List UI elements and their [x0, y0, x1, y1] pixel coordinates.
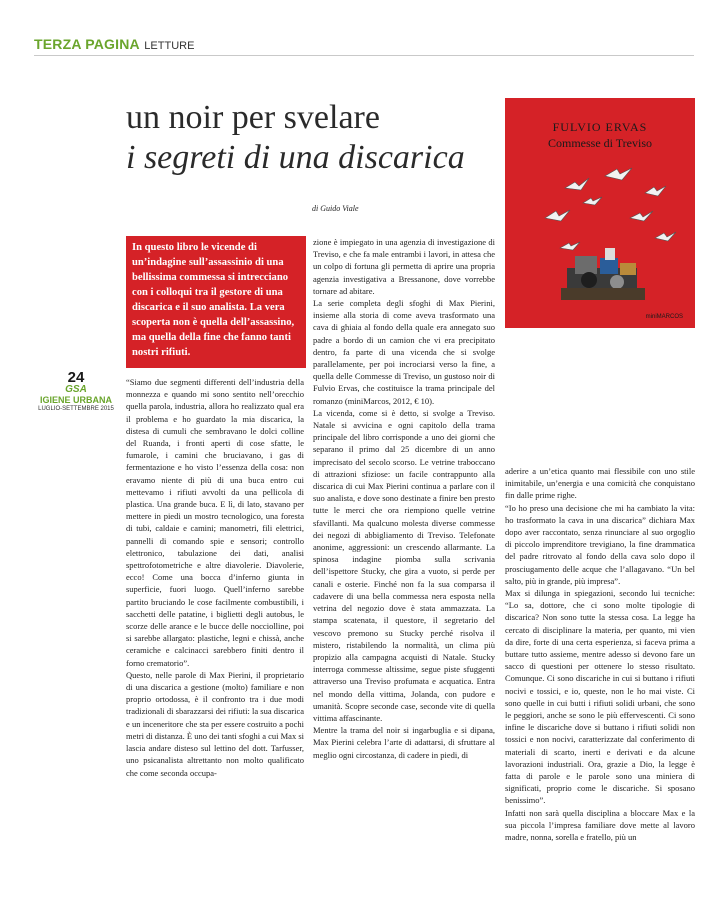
book-cover [505, 98, 695, 328]
column-2 [313, 236, 495, 761]
section-name: TERZA PAGINA [34, 36, 140, 52]
paragraph: Questo, nelle parole di Max Pierini, il proprietario di una discarica a gestione (molto) familiare e non proprio ortodossa, è il confronto tra i due modi tradizionali di sbarazzarsi dei rifiuti: la sua discarica e un inceneritore che sta per essere costruito a pochi metri di distanza. È uno dei tanti sfoghi a cui Max si lascia andare disteso sul lettino del dott. Tarfusser, uno psicanalista altrettanto non molto qualificato che come seconda occupa- [126, 669, 304, 778]
paragraph: “Io ho preso una decisione che mi ha cambiato la vita: ho trasformato la cava in una discarica” dichiara Max dopo aver raccontato, senza rinunciare al suo orgoglio di piccolo imprenditore trevigiano, la fine drammatica del padre ritrovato al fondo della cava solo dopo il prosciugamento delle acque che l’allagavano. “Un bel salto, più in grande, più impresa”. [505, 502, 695, 586]
page-folio [33, 370, 119, 414]
paragraph: zione è impiegato in una agenzia di investigazione di Treviso, e che fa male entrambi i lavori, in attesa che un colpo di fortuna gli permetta di aprire una propria agenzia investigativa a Bressanone, dove vorrebbe tornare ad abitare. [313, 237, 495, 296]
lead-box: In questo libro le vicende di un’indagine sull’assassinio di una bellissima commessa si intrecciano con i colloqui tra il gestore di una discarica e il suo analista. La vera scoperta non è quella dell’assassino, ma quella della fine che fanno tanti nostri rifiuti. [126, 236, 306, 368]
subsection-name: LETTURE [144, 40, 195, 52]
paragraph: aderire a un’etica quanto mai flessibile con uno stile inimitabile, un’energia e una comicità che conquistano fin dalle prime righe. [505, 466, 695, 501]
column-1 [126, 376, 304, 779]
page-number: 24 [67, 369, 85, 386]
header-rule [34, 55, 694, 56]
paragraph: Infatti non sarà quella disciplina a bloccare Max e la sua piccola l’impresa familiare dove mette al lavoro madre, nonna, sorella e fratello, più un [505, 807, 695, 843]
column-3 [505, 465, 695, 843]
article-title [126, 98, 465, 178]
issue-date: LUGLIO-SETTEMBRE 2015 [38, 406, 114, 412]
brand-logo: GSA [65, 384, 87, 395]
paragraph: “Siamo due segmenti differenti dell’industria della monnezza e quando mi sono sentito nell’orecchio quella parola, industria, allora ho realizzato qual era il problema e ho guardato la mia discarica, la distesa di cumuli che sembravano le dolci colline del Ruanda, i fronti aperti di cose sfatte, le fumarole, i camini che bruciavano, i gas di fermentazione e ho visto l’essenza della cosa: non eravamo niente di più di una buca entro cui mettevamo i rifiuti avvolti da una pellicola di plastica. Una grande buca. E lì, di lato, stavano per mettere in piedi un mostro tecnologico, una foresta di tubi, caldaie e camini; manometri, fili elettrici, pannelli di comando spie e sensori; controllo elettronico, tabulazione dei dati, analisi spettrofotometriche e altre diavolerie. Diavolerie, ecco! Come una bocca d’inferno giunta in superficie, fuori luogo. Quell’inferno sarebbe partito bruciando le cose facilmente combustibili, i sacchetti delle patatine, i biglietti degli autobus, le scorze delle arance e le bucce delle nocciolline, poi si sarebbe allargato: plastiche, legni e chissà, anche ceramiche e calcinacci sarebbero finiti dentro il forno crematorio”. [126, 377, 304, 668]
cover-title: Commesse di Treviso [547, 136, 652, 150]
paragraph: Max si dilunga in spiegazioni, secondo lui tecniche: “Lo sa, dottore, che ci sono molte tipologie di discarica? Non sono tutte la stessa cosa. La legge ha cercato di disciplinare la materia, per quanto, mi vien da dire, forte di una certa esperienza, si faceva prima a buttare tutto assieme, mentre adesso si devono fare un sacco di questioni per ottenere lo stesso risultato. Comunque. Ci sono discariche in cui si buttano i rifiuti nocivi e tossici, e io, queste, non le ho mai viste. Ci sono quelle in cui butti i rifiuti solidi urbani, che sono le peggiori, anche se sono le più effervescenti. Ci sono infine le discariche dove si buttano i rifiuti solidi non tossici e non nocivi, caratterizzate dal conferimento di materiali di scarto, inerti e derivati e da alcune lavorazioni industriali. Ora, grazie a Dio, la legge è fatta di parole e le parole sono una miniera di significati, proprio come le discariche. Si sposano benissimo”. [505, 588, 695, 806]
magazine-name: IGIENE URBANA [39, 395, 112, 405]
paragraph: Mentre la trama del noir si ingarbuglia e si dipana, Max Pierini celebra l’arte di adattarsi, di sfruttare al meglio ogni circostanza, di cadere in piedi, di [313, 725, 495, 760]
title-line-1: un noir per svelare [126, 99, 380, 136]
paragraph: La vicenda, come si è detto, si svolge a Treviso. Natale si avvicina e ogni capitolo della trama principale del libro corrisponde a uno dei giorni che separano il primo dal 25 dicembre di un anno imprecisato del secolo scorso. Le vetrine traboccano di attrazioni sfiziose: un facile contrappunto alla discarica di cui Max Pierini continua a parlare con il suo analista, e dove sono destinate a finire ben presto tutte le merci che ora riempiono quelle vetrine sfavillanti. Ma qualcuno molesta diverse commesse dei negozi di abbigliamento di Treviso. Telefonate anonime, aggressioni: un crescendo allarmante. La spinosa indagine piomba sulla scrivania dell’ispettore Stucky, che gira a vuoto, si perde per canali e osterie. Finché non fa la sua comparsa il cadavere di una bella commessa nera esposta nella vetrina del negozio dove è stata ammazzata. La stampa scatenata, il questore, il segretario del vescovo premono su Stucky perché risolva il mistero, ristabilendo la normalità, un clima più propizio alla campagna acquisti di Natale. Stucky interroga commesse altissime, segue piste sfuggenti attraverso una Treviso profumata e acquatica. Entra nel mondo della vittima, Jolanda, con pudore e umanità. Scopre seconde case, seconde vite di quella vittima affascinante. [313, 407, 495, 723]
section-header [34, 36, 194, 54]
paragraph: La serie completa degli sfoghi di Max Pierini, insieme alla storia di come aveva trasformato una cava di ghiaia al fondo della quale era annegato suo padre a bordo di un camion che vi era precipitato dentro, fa parte di una vicenda che si svolge parallelamente, per poi incrociarsi verso la fine, a quella delle Commesse di Treviso, un gustoso noir di Fulvio Ervas, che costituisce la trama principale del romanzo (miniMarcos, 2012, € 10). [313, 298, 495, 406]
cover-author: FULVIO ERVAS [552, 120, 648, 134]
cover-publisher: miniMARCOS [645, 314, 683, 320]
byline: di Guido Viale [312, 204, 359, 213]
title-line-2: i segreti di una discarica [126, 139, 465, 176]
